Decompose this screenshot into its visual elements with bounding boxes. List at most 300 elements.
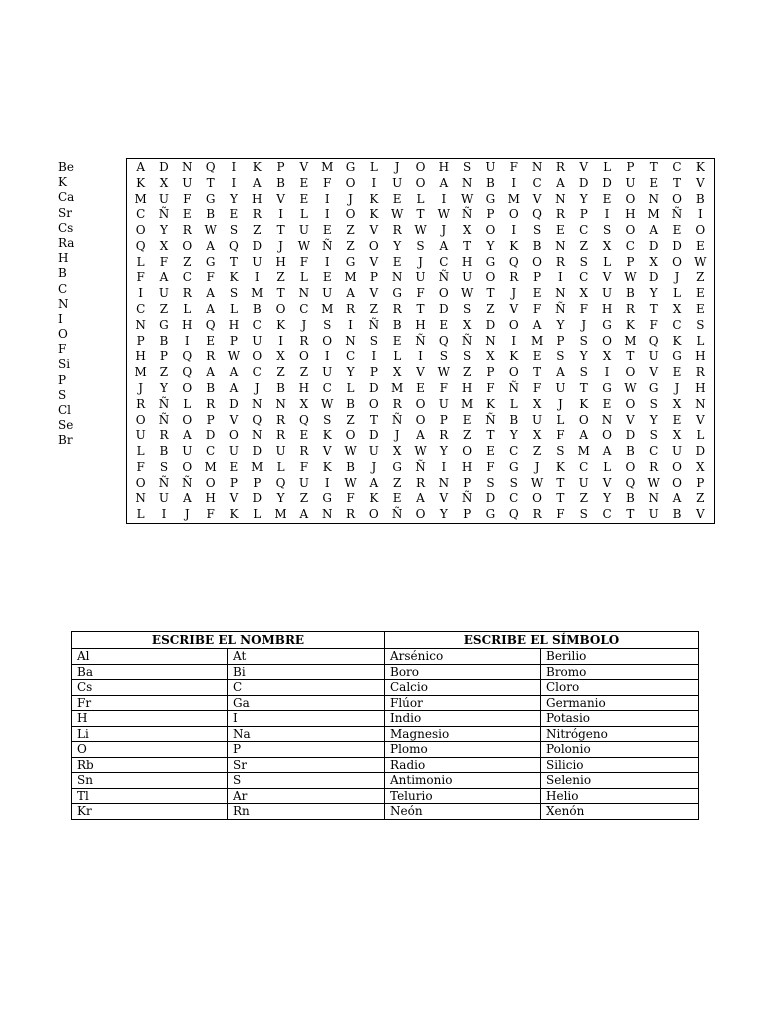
grid-letter: B [276, 380, 285, 395]
grid-letter: O [205, 475, 216, 490]
grid-letter: I [161, 507, 167, 522]
symbol-item: K [58, 175, 67, 190]
grid-letter: P [626, 160, 635, 174]
grid-letter: L [393, 349, 402, 364]
grid-letter: Ñ [415, 459, 426, 474]
grid-letter: Y [160, 380, 168, 395]
grid-letter: B [625, 491, 635, 506]
element-name-cell: Telurio [385, 788, 541, 804]
grid-letter: J [348, 191, 353, 206]
grid-letter: V [509, 302, 519, 317]
grid-letter: Z [299, 491, 309, 506]
grid-letter: E [182, 207, 192, 222]
grid-letter: G [648, 380, 659, 395]
grid-letter: U [462, 270, 473, 285]
grid-letter: W [437, 365, 450, 380]
grid-letter: Q [625, 475, 636, 490]
grid-letter: W [530, 475, 544, 490]
grid-letter: C [509, 444, 519, 459]
symbol-item: H [58, 251, 69, 266]
grid-letter: U [485, 160, 496, 174]
grid-letter: O [485, 270, 496, 285]
grid-letter: S [463, 302, 472, 317]
grid-letter: K [625, 317, 635, 332]
grid-letter: G [672, 349, 682, 364]
element-name-cell: Bromo [541, 664, 699, 680]
grid-letter: D [252, 238, 263, 253]
grid-letter: Ñ [461, 491, 473, 506]
grid-letter: Q [182, 349, 193, 364]
grid-letter: L [696, 428, 705, 443]
grid-letter: Z [159, 302, 169, 317]
grid-letter: E [439, 317, 449, 332]
grid-letter: X [672, 428, 682, 443]
grid-letter: J [581, 317, 587, 332]
symbol-item: B [58, 266, 67, 281]
grid-letter: Z [696, 491, 705, 506]
element-name-cell: Plomo [385, 742, 541, 758]
grid-letter: C [579, 459, 589, 474]
grid-letter: V [369, 223, 379, 238]
element-name-cell: Nitrógeno [541, 726, 699, 742]
grid-letter: E [532, 286, 542, 301]
grid-letter: W [647, 475, 660, 490]
grid-letter: S [463, 349, 472, 364]
grid-letter: Ñ [158, 412, 170, 427]
grid-letter: U [182, 444, 193, 459]
grid-letter: L [369, 160, 378, 174]
grid-letter: E [322, 270, 332, 285]
grid-letter: E [672, 365, 682, 380]
grid-letter: Y [649, 286, 658, 301]
symbol-cell: I [228, 711, 385, 727]
grid-letter: J [138, 380, 144, 395]
grid-letter: A [579, 428, 589, 443]
grid-letter: L [229, 302, 238, 317]
grid-letter: G [485, 191, 496, 206]
grid-letter: D [252, 444, 263, 459]
header-write-symbol: ESCRIBE EL SÍMBOLO [385, 632, 699, 649]
grid-letter: K [695, 160, 705, 174]
grid-letter: K [672, 333, 682, 348]
grid-letter: E [486, 444, 495, 459]
grid-letter: W [414, 223, 427, 238]
grid-letter: F [439, 380, 448, 395]
grid-letter: Ñ [415, 333, 426, 348]
grid-letter: E [299, 175, 309, 190]
grid-letter: D [485, 317, 496, 332]
grid-letter: O [438, 286, 449, 301]
grid-letter: Z [462, 365, 472, 380]
grid-letter: B [695, 191, 705, 206]
grid-letter: H [695, 349, 706, 364]
grid-letter: O [135, 223, 146, 238]
grid-letter: T [463, 238, 472, 253]
grid-letter: R [276, 428, 286, 443]
grid-letter: R [392, 302, 402, 317]
grid-letter: T [416, 302, 425, 317]
symbol-item: F [58, 342, 67, 357]
grid-letter: V [695, 175, 705, 190]
grid-letter: Z [462, 428, 472, 443]
grid-letter: O [508, 207, 519, 222]
grid-letter: Y [509, 428, 518, 443]
grid-letter: E [392, 254, 402, 269]
grid-letter: X [486, 349, 495, 364]
grid-letter: E [392, 491, 402, 506]
grid-letter: N [531, 160, 543, 174]
grid-letter: Z [299, 365, 309, 380]
grid-letter: O [229, 428, 239, 443]
grid-letter: R [555, 254, 565, 269]
grid-letter: Q [182, 365, 193, 380]
grid-letter: E [229, 459, 239, 474]
grid-letter: K [369, 191, 379, 206]
grid-letter: S [579, 333, 588, 348]
grid-letter: P [369, 270, 378, 285]
grid-letter: E [416, 380, 425, 395]
grid-letter: Ñ [391, 507, 403, 522]
grid-letter: R [392, 396, 402, 411]
grid-letter: W [391, 207, 404, 222]
symbol-item: Cl [58, 403, 72, 417]
grid-letter: J [511, 286, 517, 301]
grid-letter: T [649, 302, 658, 317]
symbol-cell: S [228, 773, 385, 789]
grid-letter: C [206, 444, 216, 459]
grid-letter: P [206, 412, 215, 427]
grid-letter: R [625, 302, 635, 317]
grid-letter: D [439, 302, 449, 317]
grid-letter: U [392, 175, 403, 190]
grid-letter: X [159, 238, 169, 253]
grid-letter: O [485, 223, 496, 238]
grid-letter: X [462, 223, 472, 238]
grid-letter: D [205, 428, 216, 443]
grid-letter: P [439, 412, 448, 427]
table-row [72, 726, 699, 742]
grid-letter: O [695, 223, 706, 238]
grid-letter: P [533, 270, 542, 285]
table-row [72, 788, 699, 804]
grid-letter: Ñ [321, 238, 333, 253]
table-row [72, 742, 699, 758]
grid-letter: J [301, 317, 307, 332]
grid-letter: I [371, 349, 377, 364]
grid-letter: C [672, 160, 682, 174]
grid-letter: X [299, 396, 309, 411]
grid-letter: I [324, 254, 330, 269]
symbol-item: S [58, 387, 67, 402]
element-name-cell: Helio [541, 788, 699, 804]
grid-letter: S [556, 444, 565, 459]
grid-letter: P [626, 254, 635, 269]
grid-letter: Ñ [461, 207, 473, 222]
grid-letter: H [298, 380, 310, 395]
grid-letter: B [486, 175, 495, 190]
table-row [72, 757, 699, 773]
grid-letter: I [254, 270, 260, 285]
grid-letter: S [602, 223, 612, 238]
grid-letter: R [695, 365, 705, 380]
grid-letter: O [508, 317, 519, 332]
grid-letter: O [345, 428, 356, 443]
grid-letter: H [275, 254, 286, 269]
grid-letter: Q [275, 475, 286, 490]
grid-letter: L [673, 286, 681, 301]
grid-letter: C [509, 491, 519, 506]
grid-letter: W [344, 444, 357, 459]
grid-letter: S [416, 238, 425, 253]
grid-letter: O [275, 302, 286, 317]
grid-letter: N [252, 428, 263, 443]
grid-letter: I [418, 349, 423, 364]
grid-letter: T [673, 175, 682, 190]
grid-letter: K [369, 491, 379, 506]
grid-letter: E [299, 191, 309, 206]
symbol-cell: Rb [72, 757, 228, 773]
grid-letter: T [206, 175, 215, 190]
grid-letter: I [511, 175, 517, 190]
grid-letter: U [275, 444, 286, 459]
element-name-cell: Antimonio [385, 773, 541, 789]
grid-letter: O [532, 254, 543, 269]
grid-letter: M [321, 160, 334, 174]
grid-letter: V [695, 507, 705, 522]
grid-letter: Y [160, 223, 168, 238]
grid-letter: I [697, 207, 703, 222]
symbol-item: P [58, 372, 67, 387]
grid-letter: O [625, 223, 636, 238]
grid-letter: Y [439, 507, 448, 522]
grid-letter: O [415, 507, 426, 522]
symbol-cell: At [228, 649, 385, 665]
grid-letter: Ñ [671, 207, 683, 222]
grid-letter: X [696, 459, 705, 474]
grid-letter: L [416, 191, 425, 206]
grid-letter: F [323, 175, 332, 190]
grid-letter: L [136, 507, 145, 522]
grid-letter: U [438, 396, 449, 411]
grid-letter: E [392, 333, 402, 348]
grid-letter: F [136, 270, 145, 285]
grid-letter: L [276, 459, 285, 474]
grid-letter: K [509, 349, 519, 364]
table-row [72, 649, 699, 665]
grid-letter: O [415, 160, 426, 174]
grid-letter: R [649, 459, 659, 474]
grid-letter: N [182, 160, 193, 174]
grid-letter: P [696, 475, 705, 490]
element-name-cell: Radio [385, 757, 541, 773]
grid-letter: Z [276, 270, 285, 285]
grid-letter: F [532, 302, 542, 317]
grid-letter: N [252, 396, 263, 411]
grid-letter: F [556, 507, 565, 522]
grid-letter: F [416, 286, 425, 301]
grid-letter: O [298, 349, 309, 364]
grid-letter: I [231, 160, 237, 174]
grid-letter: X [276, 349, 285, 364]
grid-letter: S [579, 254, 588, 269]
grid-letter: H [182, 317, 193, 332]
grid-letter: K [322, 459, 332, 474]
grid-letter: U [158, 491, 170, 506]
grid-letter: N [555, 286, 566, 301]
grid-letter: A [439, 238, 449, 253]
grid-letter: F [532, 380, 542, 395]
header-write-name: ESCRIBE EL NOMBRE [72, 632, 385, 649]
symbol-cell: Sr [228, 757, 385, 773]
grid-letter: F [486, 380, 495, 395]
grid-letter: L [299, 270, 308, 285]
grid-letter: O [625, 396, 636, 411]
symbol-cell: Na [228, 726, 385, 742]
grid-letter: O [368, 507, 379, 522]
element-name-cell: Magnesio [385, 726, 541, 742]
grid-letter: U [555, 380, 566, 395]
grid-letter: A [206, 302, 215, 317]
grid-letter: A [159, 270, 169, 285]
grid-letter: H [252, 191, 263, 206]
grid-letter: M [460, 396, 474, 411]
grid-letter: O [625, 191, 636, 206]
grid-letter: A [206, 365, 215, 380]
grid-letter: Y [556, 317, 565, 332]
grid-letter: E [392, 191, 402, 206]
grid-letter: U [648, 349, 659, 364]
grid-letter: W [460, 191, 474, 206]
grid-letter: Q [648, 333, 659, 348]
grid-letter: B [346, 396, 355, 411]
grid-letter: S [696, 317, 705, 332]
grid-letter: C [439, 254, 449, 269]
grid-letter: C [322, 380, 332, 395]
grid-letter: B [159, 333, 169, 348]
grid-letter: K [322, 428, 332, 443]
grid-letter: I [511, 223, 517, 238]
symbol-cell: P [228, 742, 385, 758]
grid-letter: V [369, 286, 379, 301]
grid-letter: V [439, 491, 449, 506]
grid-letter: V [626, 412, 635, 427]
grid-letter: D [602, 175, 612, 190]
grid-letter: P [463, 507, 472, 522]
grid-letter: U [625, 175, 636, 190]
grid-letter: S [229, 286, 239, 301]
grid-letter: O [462, 444, 473, 459]
grid-letter: S [579, 365, 588, 380]
grid-letter: K [579, 396, 589, 411]
grid-letter: M [251, 286, 264, 301]
grid-letter: D [229, 396, 239, 411]
grid-letter: A [136, 160, 145, 174]
grid-letter: L [509, 396, 518, 411]
symbol-cell: Al [72, 649, 228, 665]
grid-letter: G [392, 459, 402, 474]
grid-letter: A [182, 491, 192, 506]
grid-letter: K [229, 270, 239, 285]
symbol-item: Br [58, 433, 73, 448]
symbol-cell: O [72, 742, 228, 758]
grid-letter: P [463, 475, 472, 490]
grid-letter: U [252, 333, 263, 348]
grid-letter: E [322, 223, 332, 238]
grid-letter: O [415, 396, 426, 411]
table-row [72, 695, 699, 711]
grid-letter: E [556, 223, 565, 238]
symbol-cell: Cs [72, 680, 228, 696]
grid-letter: L [696, 333, 705, 348]
grid-letter: O [368, 396, 379, 411]
word-search-grid [126, 158, 715, 524]
grid-letter: U [322, 286, 333, 301]
grid-letter: D [625, 428, 636, 443]
grid-letter: K [252, 160, 262, 174]
grid-letter: K [229, 507, 239, 522]
table-row [72, 804, 699, 820]
grid-letter: R [555, 160, 565, 174]
grid-letter: C [532, 175, 542, 190]
grid-letter: J [394, 428, 400, 443]
element-name-cell: Berilio [541, 649, 699, 665]
grid-letter: M [530, 333, 544, 348]
grid-letter: K [369, 207, 379, 222]
symbol-item: Sr [58, 205, 72, 220]
grid-letter: L [299, 207, 308, 222]
element-name-cell: Polonio [541, 742, 699, 758]
grid-letter: C [345, 349, 356, 364]
grid-letter: O [415, 175, 426, 190]
grid-letter: N [485, 333, 496, 348]
grid-letter: M [274, 507, 287, 522]
grid-letter: X [159, 175, 169, 190]
grid-letter: X [462, 317, 472, 332]
grid-letter: H [625, 207, 636, 222]
grid-letter: K [136, 175, 146, 190]
grid-letter: L [603, 160, 612, 174]
grid-letter: E [532, 349, 542, 364]
grid-letter: Z [253, 223, 262, 238]
grid-letter: Ñ [438, 270, 450, 285]
grid-letter: O [532, 491, 543, 506]
grid-letter: S [369, 333, 378, 348]
grid-letter: I [278, 333, 283, 348]
grid-letter: O [368, 238, 379, 253]
grid-letter: G [345, 254, 356, 269]
grid-letter: K [509, 238, 519, 253]
grid-letter: J [674, 380, 680, 395]
grid-letter: N [461, 175, 473, 190]
grid-letter: S [649, 428, 658, 443]
grid-letter: D [648, 270, 659, 285]
symbol-cell: Rn [228, 804, 385, 820]
grid-letter: R [299, 333, 309, 348]
grid-letter: I [511, 333, 517, 348]
grid-letter: Ñ [461, 333, 473, 348]
grid-letter: U [578, 475, 589, 490]
grid-letter: B [276, 175, 285, 190]
grid-letter: T [276, 286, 285, 301]
grid-letter: P [579, 207, 588, 222]
grid-letter: E [206, 333, 215, 348]
grid-letter: T [579, 380, 588, 395]
grid-letter: Q [252, 412, 263, 427]
grid-letter: S [649, 396, 658, 411]
symbol-cell: Ba [72, 664, 228, 680]
grid-letter: H [601, 302, 613, 317]
grid-letter: K [485, 396, 495, 411]
